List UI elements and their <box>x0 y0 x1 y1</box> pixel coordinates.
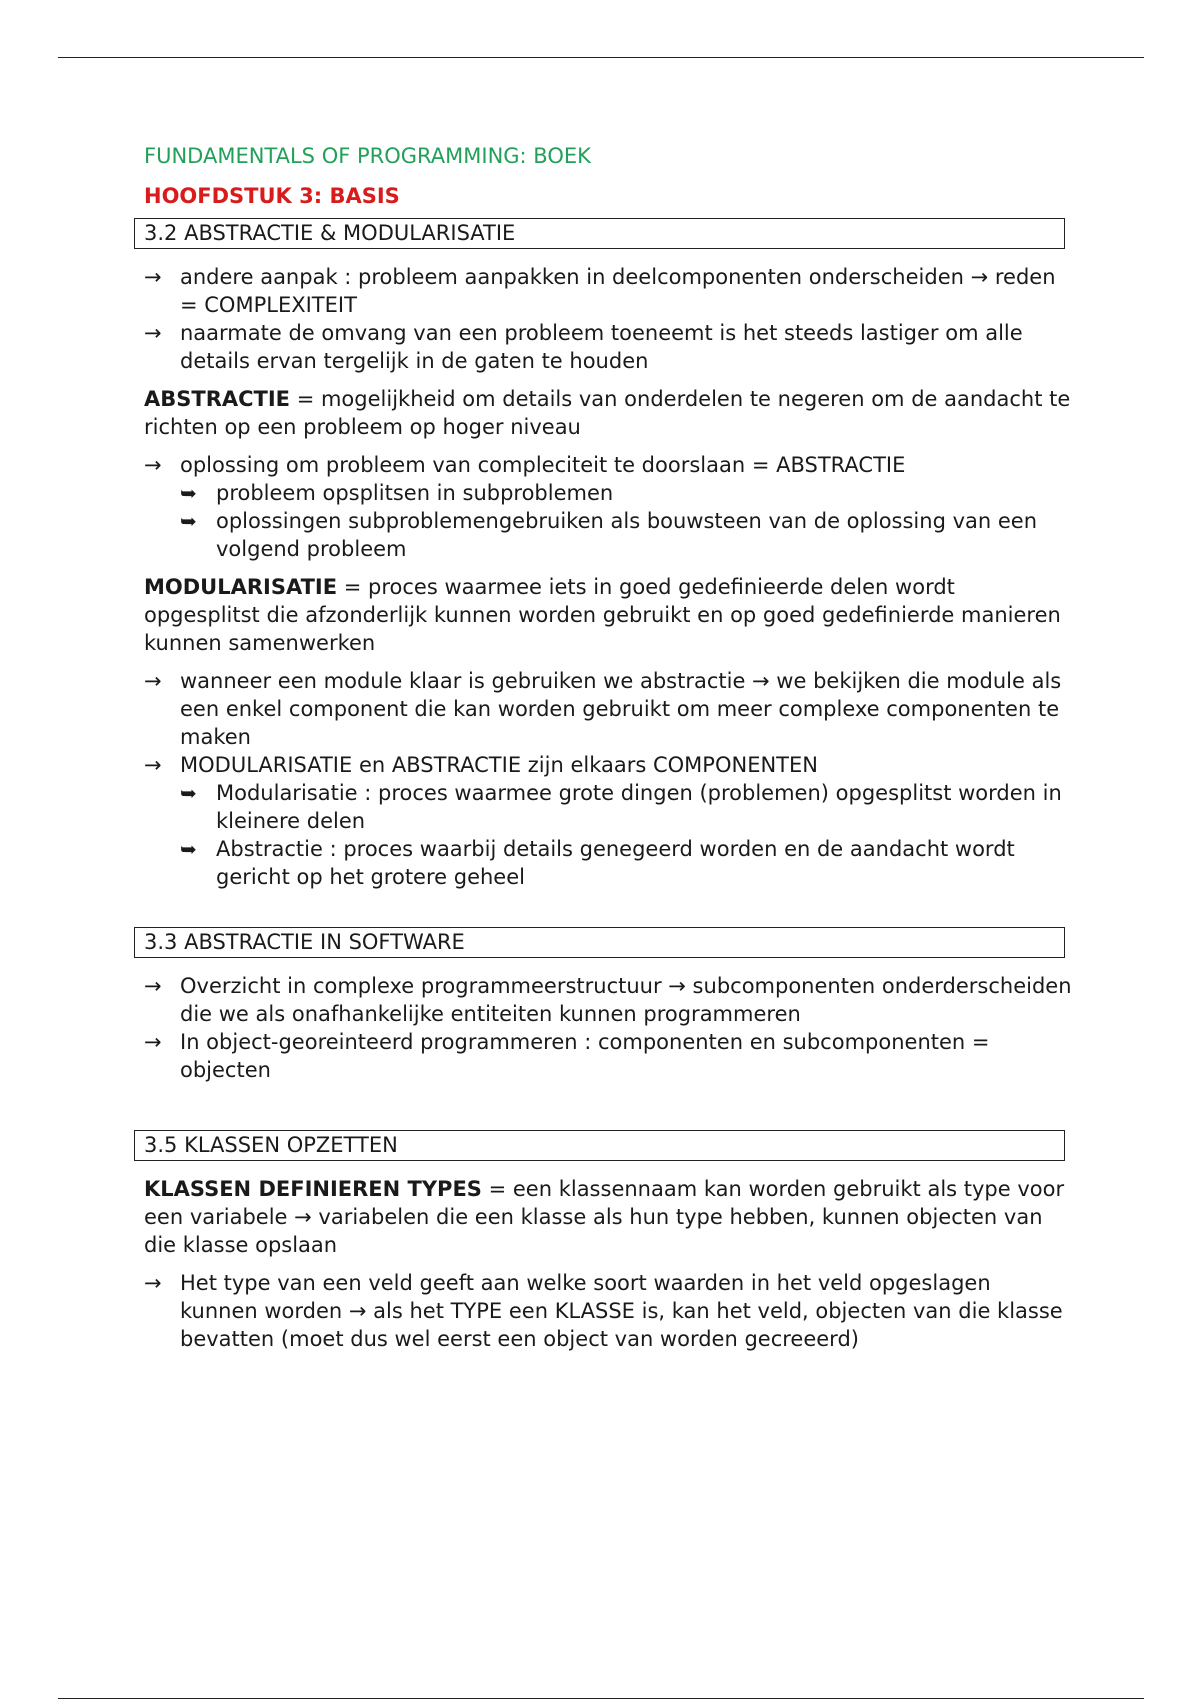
bullet-list <box>144 1269 1072 1353</box>
definition-modularisatie <box>144 573 1072 657</box>
definition-term: ABSTRACTIE <box>144 387 291 411</box>
curved-arrow-icon: ➥ <box>180 481 197 505</box>
list-item-text: wanneer een module klaar is gebruiken we abstractie → we bekijken die module als een enkel component die kan worden gebruikt om meer complexe componenten te maken <box>180 669 1062 749</box>
bullet-list <box>144 263 1072 375</box>
arrow-icon: → <box>144 1271 162 1295</box>
arrow-icon: → <box>144 974 162 998</box>
section-heading-3-2: 3.2 ABSTRACTIE & MODULARISATIE <box>134 218 1065 249</box>
arrow-icon: → <box>144 1030 162 1054</box>
sub-list-item-text: oplossingen subproblemengebruiken als bouwsteen van de oplossing van een volgend probleem <box>216 509 1038 561</box>
list-item <box>144 1269 1072 1353</box>
definition-text: = mogelijkheid om details van onderdelen te negeren om de aandacht te richten op een probleem op hoger niveau <box>144 387 1071 439</box>
list-item-text: Het type van een veld geeft aan welke soort waarden in het veld opgeslagen kunnen worden → als het TYPE een KLASSE is, kan het veld, objecten van die klasse bevatten (moet dus wel eerst een object van worden gecreeerd) <box>180 1271 1063 1351</box>
list-item-text: naarmate de omvang van een probleem toeneemt is het steeds lastiger om alle details ervan tergelijk in de gaten te houden <box>180 321 1023 373</box>
bullet-list <box>144 451 1072 479</box>
document-title: FUNDAMENTALS OF PROGRAMMING: BOEK <box>144 144 591 168</box>
bullet-list <box>144 667 1072 779</box>
top-rule <box>58 57 1144 58</box>
arrow-icon: → <box>144 321 162 345</box>
definition-term: KLASSEN DEFINIEREN TYPES <box>144 1177 482 1201</box>
list-item-text: andere aanpak : probleem aanpakken in deelcomponenten onderscheiden → reden = COMPLEXITEIT <box>180 265 1056 317</box>
sub-bullet-list <box>144 779 1072 891</box>
definition-abstractie <box>144 385 1072 441</box>
list-item <box>144 972 1072 1028</box>
list-item-text: oplossing om probleem van compleciteit te doorslaan = ABSTRACTIE <box>180 453 906 477</box>
list-item-text: MODULARISATIE en ABSTRACTIE zijn elkaars COMPONENTEN <box>180 753 818 777</box>
bullet-list <box>144 972 1072 1084</box>
definition-klassen-types <box>144 1175 1072 1259</box>
list-item <box>144 451 1072 479</box>
list-item <box>144 319 1072 375</box>
sub-list-item-text: Abstractie : proces waarbij details genegeerd worden en de aandacht wordt gericht op het grotere geheel <box>216 837 1015 889</box>
section-heading-3-5: 3.5 KLASSEN OPZETTEN <box>134 1130 1065 1161</box>
curved-arrow-icon: ➥ <box>180 781 197 805</box>
document-body <box>144 142 1072 1363</box>
chapter-title: HOOFDSTUK 3: BASIS <box>144 184 400 208</box>
list-item-text: In object-georeinteerd programmeren : componenten en subcomponenten = objecten <box>180 1030 990 1082</box>
list-item <box>144 751 1072 779</box>
sub-list-item-text: Modularisatie : proces waarmee grote dingen (problemen) opgesplitst worden in kleinere delen <box>216 781 1062 833</box>
arrow-icon: → <box>144 753 162 777</box>
list-item-text: Overzicht in complexe programmeerstructuur → subcomponenten onderderscheiden die we als onafhankelijke entiteiten kunnen programmeren <box>180 974 1072 1026</box>
arrow-icon: → <box>144 453 162 477</box>
arrow-icon: → <box>144 669 162 693</box>
sub-list-item <box>144 835 1072 891</box>
definition-term: MODULARISATIE <box>144 575 338 599</box>
sub-list-item <box>144 479 1072 507</box>
curved-arrow-icon: ➥ <box>180 837 197 861</box>
definition-text: = proces waarmee iets in goed gedefinieerde delen wordt opgesplitst die afzonderlijk kunnen worden gebruikt en op goed gedefinierde manieren kunnen samenwerken <box>144 575 1061 655</box>
arrow-icon: → <box>144 265 162 289</box>
sub-list-item <box>144 507 1072 563</box>
list-item <box>144 263 1072 319</box>
definition-text: = een klassennaam kan worden gebruikt als type voor een variabele → variabelen die een klasse als hun type hebben, kunnen objecten van die klasse opslaan <box>144 1177 1065 1257</box>
sub-list-item-text: probleem opsplitsen in subproblemen <box>216 481 614 505</box>
list-item <box>144 1028 1072 1084</box>
list-item <box>144 667 1072 751</box>
curved-arrow-icon: ➥ <box>180 509 197 533</box>
sub-bullet-list <box>144 479 1072 563</box>
bottom-rule <box>58 1698 1144 1699</box>
section-heading-3-3: 3.3 ABSTRACTIE IN SOFTWARE <box>134 927 1065 958</box>
sub-list-item <box>144 779 1072 835</box>
